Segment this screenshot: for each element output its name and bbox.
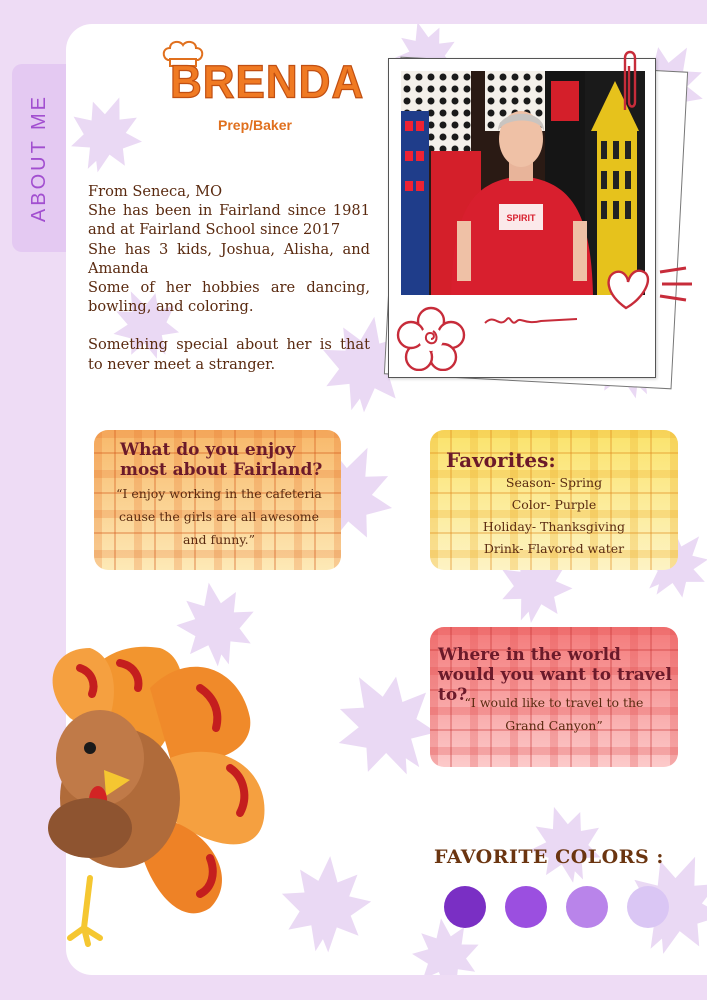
svg-text:SPIRIT: SPIRIT <box>506 213 536 223</box>
travel-card <box>430 627 678 767</box>
bio-line: She has 3 kids, Joshua, Alisha, and Amanda <box>88 240 370 277</box>
bio-line: Some of her hobbies are dancing, bowling, and coloring. <box>88 279 370 316</box>
turkey-illustration <box>40 628 270 958</box>
enjoy-question: What do you enjoy most about Fairland? <box>120 440 323 480</box>
bio-line: She has been in Fairland since 1981 and at Fairland School since 2017 <box>88 202 370 239</box>
about-me-tab-label: ABOUT ME <box>27 93 50 223</box>
about-me-tab <box>12 64 66 252</box>
signature-squiggle <box>481 309 581 333</box>
color-swatch <box>627 886 669 928</box>
favorite-item: Holiday- Thanksgiving <box>482 519 626 534</box>
enjoy-card <box>94 430 341 570</box>
favorites-card <box>430 430 678 570</box>
favorite-item: Color- Purple <box>511 497 597 512</box>
paperclip-icon <box>617 46 641 116</box>
bio-text <box>88 182 370 374</box>
favorite-colors-title: FAVORITE COLORS : <box>434 846 664 868</box>
bio-line: From Seneca, MO <box>88 183 223 200</box>
bio-special: Something special about her is that to never meet a stranger. <box>88 336 370 373</box>
color-swatch <box>505 886 547 928</box>
person-name: BRENDA <box>170 56 365 109</box>
favorite-item: Drink- Flavored water <box>483 541 625 556</box>
travel-answer: “I would like to travel to the Grand Canyon” <box>464 695 644 733</box>
flower-doodle-icon <box>395 305 467 371</box>
favorite-item: Season- Spring <box>505 475 603 490</box>
enjoy-answer: “I enjoy working in the cafeteria cause the girls are all awesome and funny.” <box>116 486 322 547</box>
color-swatch <box>566 886 608 928</box>
person-role: Prep/Baker <box>218 117 292 133</box>
travel-question: Where in the world would you want to travel to? <box>438 645 672 705</box>
favorites-list <box>444 472 664 560</box>
heart-doodle-icon <box>600 250 700 320</box>
favorites-title: Favorites: <box>446 448 556 472</box>
color-swatch <box>444 886 486 928</box>
